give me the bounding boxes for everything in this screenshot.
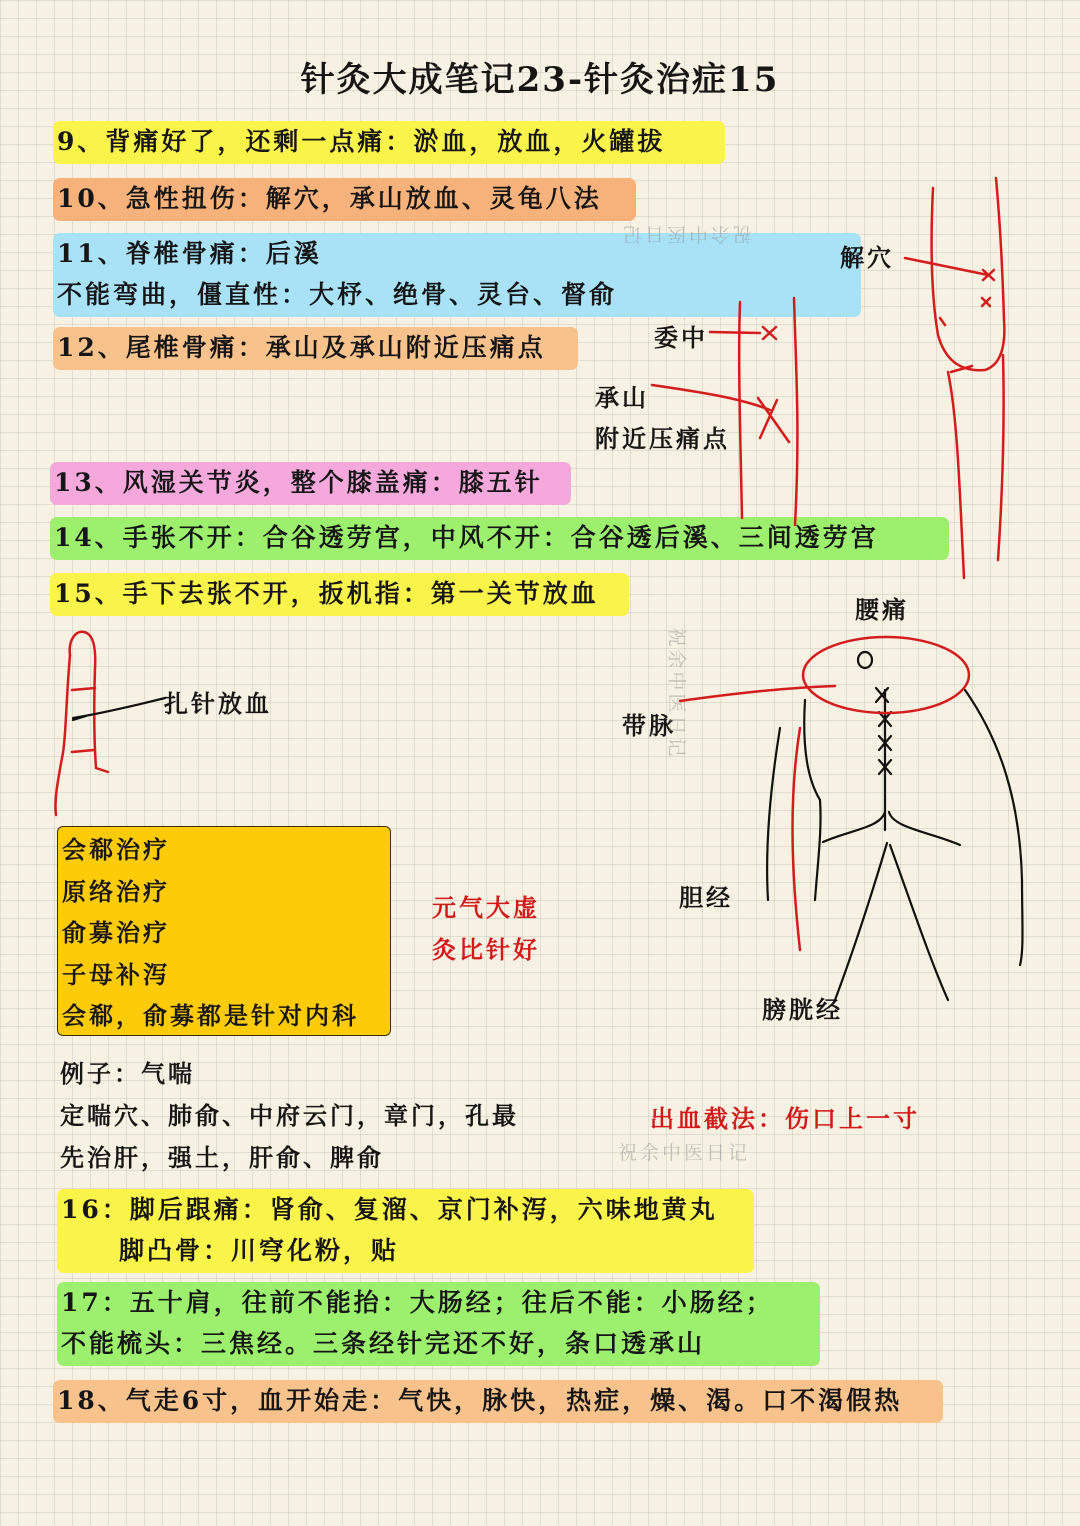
watermark: 祝余中医日记 (618, 1142, 751, 1164)
page-title: 针灸大成笔记23-针灸治症15 (300, 60, 780, 100)
label-pangguangjing: 膀胱经 (762, 995, 843, 1024)
moxa-note-line1: 元气大虚 (432, 893, 540, 922)
knee-sketch (905, 178, 1004, 578)
note-text: 13、风湿关节炎，整个膝盖痛：膝五针 (54, 468, 543, 497)
label-daimai: 带脉 (622, 711, 676, 740)
label-tender-point: 附近压痛点 (595, 424, 730, 453)
treatment-line: 子母补泻 (62, 959, 170, 989)
note-text: 脚凸骨：川穹化粉，贴 (119, 1236, 400, 1265)
bleeding-note: 出血截法：伤口上一寸 (650, 1104, 920, 1133)
example-points: 定喘穴、肺俞、中府云门，章门，孔最 (60, 1101, 519, 1130)
label-danjing: 胆经 (679, 883, 733, 912)
treatment-line: 原络治疗 (62, 876, 170, 906)
treatment-line: 会郗，俞募都是针对内科 (62, 1001, 359, 1030)
note-text: 11、脊椎骨痛：后溪 (57, 239, 322, 268)
note-text: 10、急性扭伤：解穴，承山放血、灵龟八法 (57, 184, 602, 213)
note-text: 14、手张不开：合谷透劳宫，中风不开：合谷透后溪、三间透劳宫 (54, 523, 879, 552)
treatment-line: 俞募治疗 (62, 918, 170, 947)
label-weizhong: 委中 (654, 323, 708, 352)
watermark: 祝余中医日记 (620, 223, 753, 245)
note-text: 17：五十肩，往前不能抬：大肠经；往后不能：小肠经； (61, 1288, 774, 1317)
note-text: 不能弯曲，僵直性：大杼、绝骨、灵台、督俞 (57, 280, 618, 309)
label-chengshan: 承山 (595, 383, 649, 412)
calf-sketch (652, 298, 797, 525)
label-yaotong: 腰痛 (855, 595, 909, 624)
daimai-sketch (680, 637, 969, 950)
example-title: 例子：气喘 (60, 1059, 195, 1088)
note-text: 18、气走6寸，血开始走：气快，脉快，热症，燥、渴。口不渴假热 (57, 1386, 903, 1415)
note-text: 12、尾椎骨痛：承山及承山附近压痛点 (57, 333, 546, 362)
note-text: 不能梳头：三焦经。三条经针完还不好，条口透承山 (61, 1329, 706, 1358)
watermark: 祝余中医日记 (665, 627, 688, 760)
lower-back-sketch (767, 652, 1022, 1000)
moxa-note-line2: 灸比针好 (432, 935, 540, 964)
example-method: 先治肝，强土，肝俞、脾俞 (60, 1143, 384, 1172)
note-text: 9、背痛好了，还剩一点痛：淤血，放血，火罐拔 (57, 127, 666, 156)
note-text: 16：脚后跟痛：肾俞、复溜、京门补泻，六味地黄丸 (61, 1195, 718, 1224)
finger-sketch (55, 632, 108, 815)
label-jiexue: 解穴 (840, 243, 894, 272)
note-text: 15、手下去张不开，扳机指：第一关节放血 (54, 579, 599, 608)
treatment-line: 会郗治疗 (62, 835, 170, 864)
needle-pointer (73, 698, 165, 720)
label-zhazhen: 扎针放血 (164, 689, 272, 718)
